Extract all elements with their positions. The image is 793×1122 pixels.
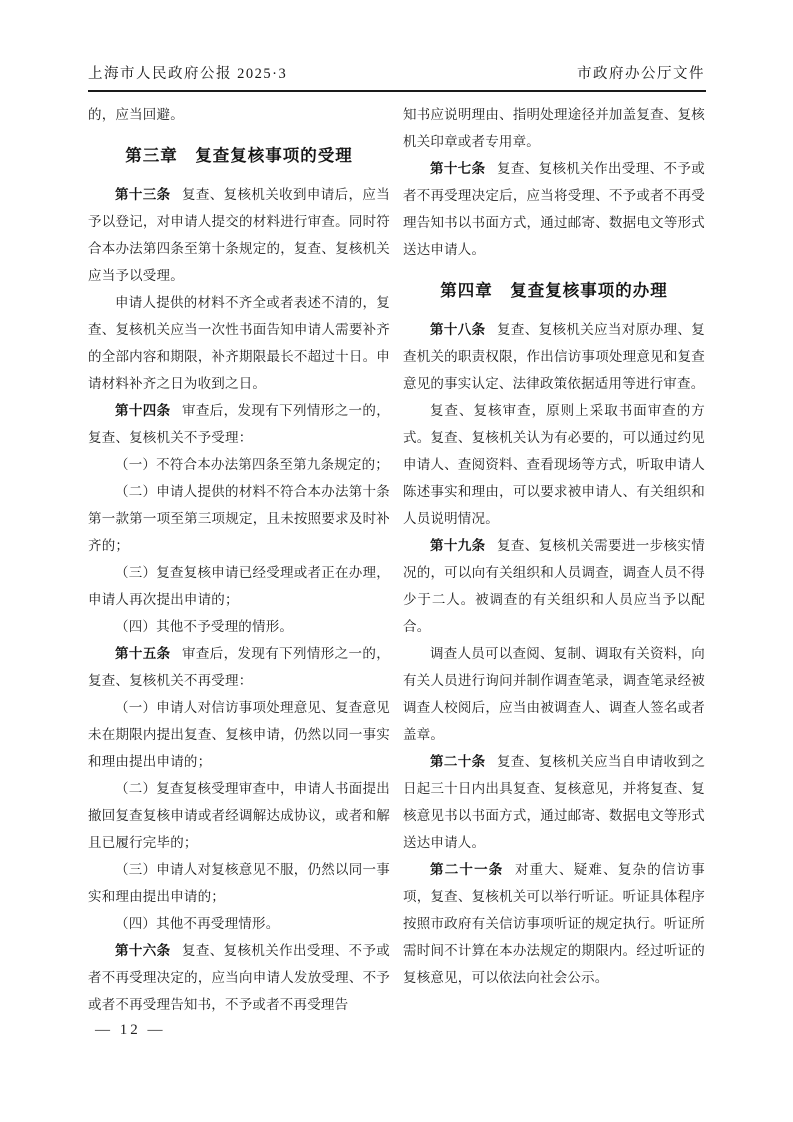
paragraph — [403, 397, 705, 532]
paragraph — [88, 289, 390, 397]
paragraph — [88, 181, 390, 289]
paragraph-text: 复查、复核机关收到申请后，应当予以登记，对申请人提交的材料进行审查。同时符合本办法第四条至第十条规定的，复查、复核机关应当予以受理。 — [88, 187, 390, 283]
paragraph — [88, 640, 390, 694]
paragraph — [403, 748, 705, 856]
paragraph-text: 调查人员可以查阅、复制、调取有关资料，向有关人员进行询问并制作调查笔录，调查笔录经被调查人校阅后，应当由被调查人、调查人签名或者盖章。 — [403, 646, 705, 742]
paragraph-text: （三）申请人对复核意见不服，仍然以同一事实和理由提出申请的； — [88, 862, 390, 904]
paragraph — [403, 532, 705, 640]
article-number-label: 第二十条 — [430, 754, 486, 769]
article-number-label: 第十三条 — [115, 187, 171, 202]
paragraph-text: 复查、复核审查，原则上采取书面审查的方式。复查、复核机关认为有必要的，可以通过约见申请人、查阅资料、查看现场等方式，听取申请人陈述事实和理由，可以要求被申请人、有关组织和人员说明情况。 — [403, 403, 705, 526]
article-number-label: 第十四条 — [115, 403, 171, 418]
header-rule — [88, 90, 706, 92]
document-body — [88, 101, 705, 1018]
paragraph — [88, 397, 390, 451]
article-number-label: 第十九条 — [430, 538, 486, 553]
paragraph — [88, 856, 390, 910]
paragraph-text: 复查、复核机关作出受理、不予或者不再受理决定后，应当将受理、不予或者不再受理告知书以书面方式，通过邮寄、数据电文等形式送达申请人。 — [403, 161, 705, 257]
article-number-label: 第十七条 — [430, 161, 486, 176]
paragraph — [88, 451, 390, 478]
paragraph-text: 复查、复核机关作出受理、不予或者不再受理决定的，应当向申请人发放受理、不予或者不再受理告知书，不予或者不再受理告 — [88, 943, 390, 1012]
paragraph — [88, 101, 390, 128]
paragraph — [88, 775, 390, 856]
paragraph — [88, 613, 390, 640]
paragraph-text: （四）其他不再受理情形。 — [115, 916, 280, 931]
header-right-title: 市政府办公厅文件 — [577, 66, 705, 82]
page-header — [88, 62, 705, 83]
chapter-heading: 第三章 复查复核事项的受理 — [125, 146, 353, 165]
paragraph — [403, 155, 705, 263]
paragraph — [88, 694, 390, 775]
paragraph-text: 审查后，发现有下列情形之一的，复查、复核机关不再受理： — [88, 646, 390, 688]
article-number-label: 第十八条 — [430, 322, 486, 337]
paragraph-text: （二）申请人提供的材料不符合本办法第十条第一款第一项至第三项规定，且未按照要求及时补齐的； — [88, 484, 390, 553]
paragraph-text: （二）复查复核受理审查中，申请人书面提出撤回复查复核申请或者经调解达成协议，或者和解且已履行完毕的； — [88, 781, 390, 850]
chapter-heading: 第四章 复查复核事项的办理 — [440, 281, 668, 300]
paragraph — [88, 559, 390, 613]
paragraph — [88, 937, 390, 1018]
paragraph-text: 的，应当回避。 — [88, 107, 184, 122]
paragraph — [88, 478, 390, 559]
paragraph — [403, 640, 705, 748]
paragraph — [403, 101, 705, 155]
article-number-label: 第十六条 — [115, 943, 171, 958]
right-column — [403, 101, 705, 1018]
paragraph-text: 申请人提供的材料不齐全或者表述不清的，复查、复核机关应当一次性书面告知申请人需要补齐的全部内容和期限，补齐期限最长不超过十日。申请材料补齐之日为收到之日。 — [88, 295, 390, 391]
paragraph-text: 复查、复核机关应当自申请收到之日起三十日内出具复查、复核意见，并将复查、复核意见书以书面方式，通过邮寄、数据电文等形式送达申请人。 — [403, 754, 705, 850]
article-number-label: 第十五条 — [115, 646, 171, 661]
paragraph-text: 对重大、疑难、复杂的信访事项，复查、复核机关可以举行听证。听证具体程序按照市政府有关信访事项听证的规定执行。听证所需时间不计算在本办法规定的期限内。经过听证的复核意见，可以依法向社会公示。 — [403, 862, 705, 985]
paragraph-text: （一）申请人对信访事项处理意见、复查意见未在期限内提出复查、复核申请，仍然以同一事实和理由提出申请的； — [88, 700, 390, 769]
paragraph — [88, 910, 390, 937]
left-column — [88, 101, 390, 1018]
paragraph-text: 复查、复核机关需要进一步核实情况的，可以向有关组织和人员调查，调查人员不得少于二人。被调查的有关组织和人员应当予以配合。 — [403, 538, 705, 634]
paragraph-text: 审查后，发现有下列情形之一的，复查、复核机关不予受理： — [88, 403, 390, 445]
paragraph-text: 复查、复核机关应当对原办理、复查机关的职责权限，作出信访事项处理意见和复查意见的事实认定、法律政策依据适用等进行审查。 — [403, 322, 705, 391]
paragraph-text: （一）不符合本办法第四条至第九条规定的； — [115, 457, 389, 472]
article-number-label: 第二十一条 — [430, 862, 504, 877]
paragraph-text: 知书应说明理由、指明处理途径并加盖复查、复核机关印章或者专用章。 — [403, 107, 705, 149]
paragraph — [403, 316, 705, 397]
header-left-title: 上海市人民政府公报 2025·3 — [88, 66, 288, 82]
page-number: — 12 — — [95, 1022, 166, 1038]
paragraph-text: （四）其他不予受理的情形。 — [115, 619, 294, 634]
paragraph-text: （三）复查复核申请已经受理或者正在办理，申请人再次提出申请的； — [88, 565, 390, 607]
paragraph — [403, 856, 705, 991]
